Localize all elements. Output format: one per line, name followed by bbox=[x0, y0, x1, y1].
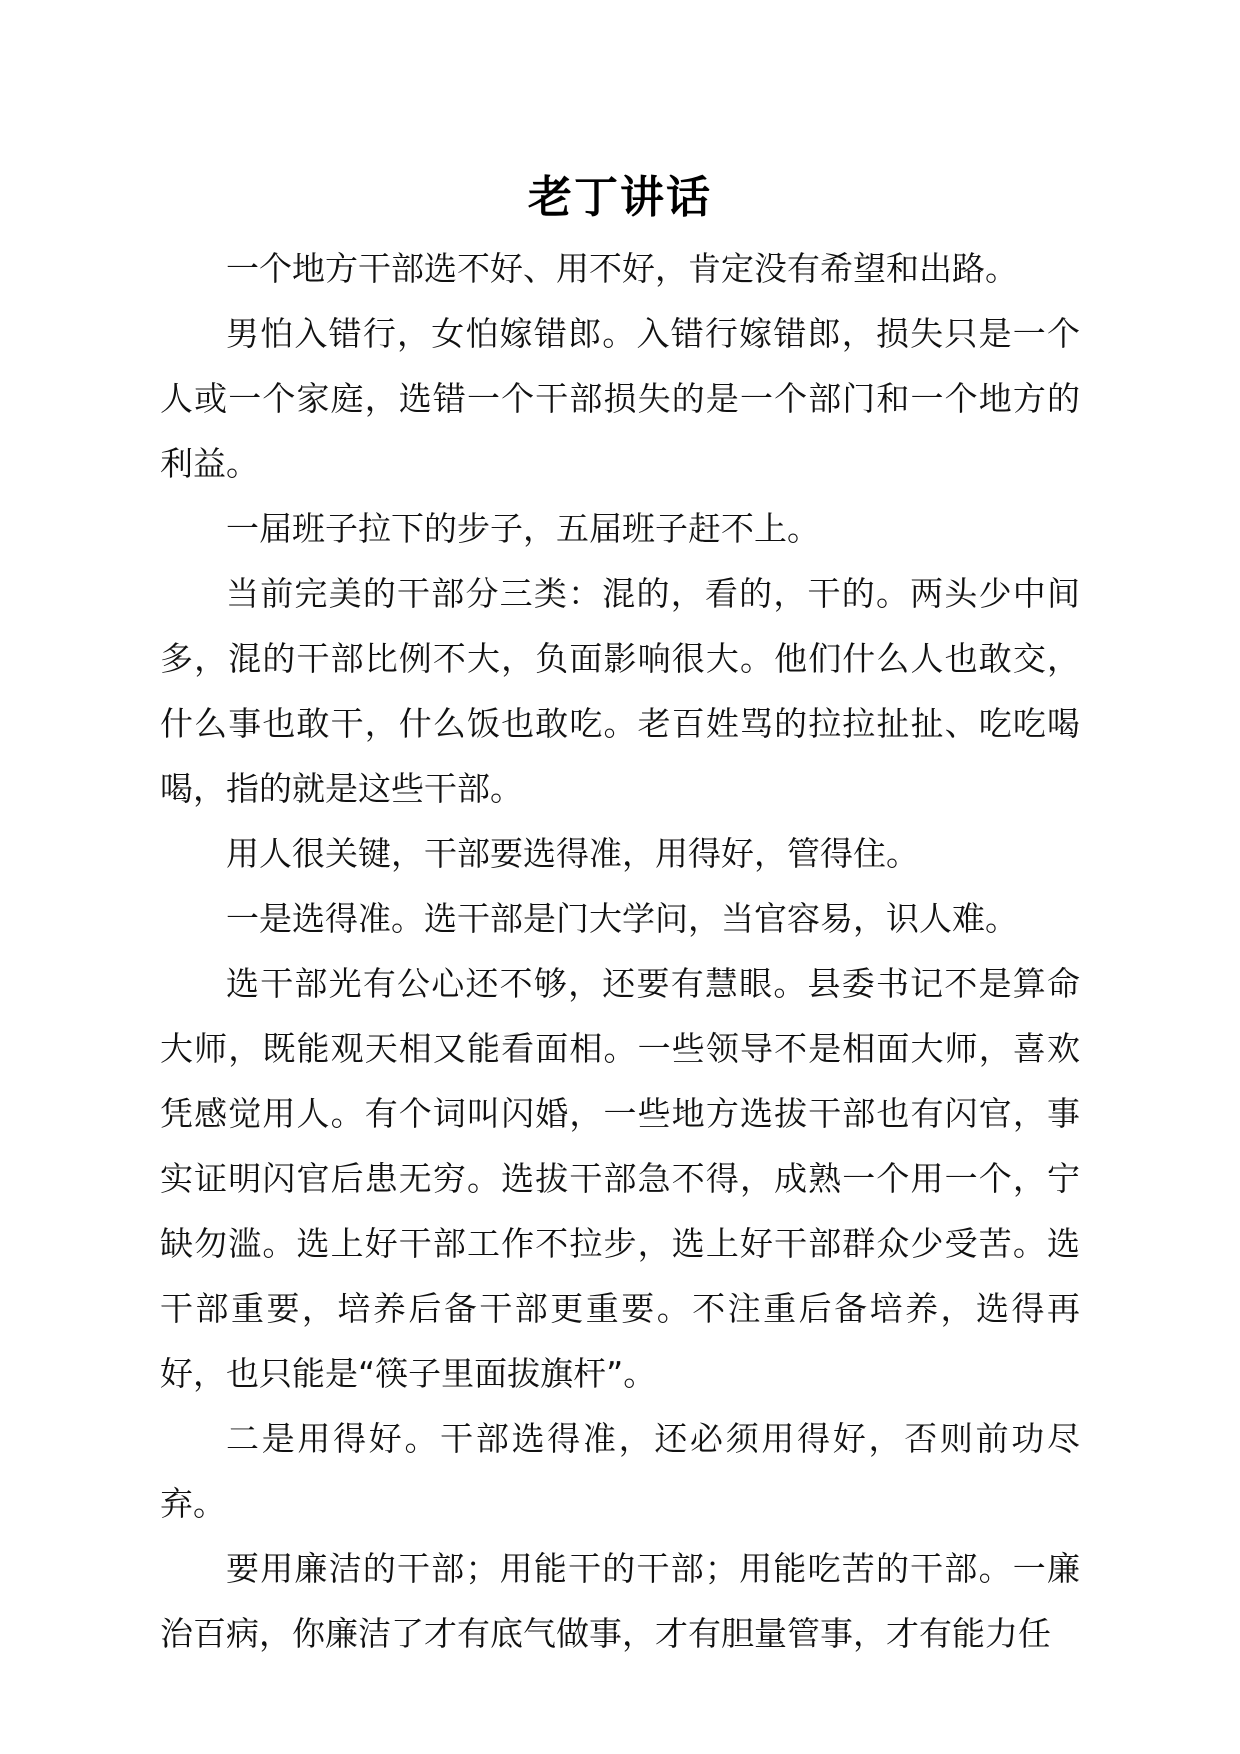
paragraph: 当前完美的干部分三类：混的，看的，干的。两头少中间多，混的干部比例不大，负面影响很大。他们什么人也敢交，什么事也敢干，什么饭也敢吃。老百姓骂的拉拉扯扯、吃吃喝喝，指的就是这些干部。 bbox=[160, 574, 1080, 808]
document-body bbox=[160, 236, 1080, 1666]
paragraph: 选干部光有公心还不够，还要有慧眼。县委书记不是算命大师，既能观天相又能看面相。一些领导不是相面大师，喜欢凭感觉用人。有个词叫闪婚，一些地方选拔干部也有闪官，事实证明闪官后患无穷。选拔干部急不得，成熟一个用一个，宁缺勿滥。选上好干部工作不拉步，选上好干部群众少受苦。选干部重要，培养后备干部更重要。不注重后备培养，选得再好，也只能是“筷子里面拔旗杆”。 bbox=[160, 964, 1080, 1393]
paragraph: 二是用得好。干部选得准，还必须用得好，否则前功尽弃。 bbox=[160, 1419, 1080, 1523]
document-title: 老丁讲话 bbox=[528, 172, 712, 223]
paragraph: 男怕入错行，女怕嫁错郎。入错行嫁错郎，损失只是一个人或一个家庭，选错一个干部损失的是一个部门和一个地方的利益。 bbox=[160, 314, 1080, 483]
paragraph: 一是选得准。选干部是门大学问，当官容易，识人难。 bbox=[226, 899, 1018, 938]
paragraph: 一届班子拉下的步子，五届班子赶不上。 bbox=[226, 509, 820, 548]
paragraph: 一个地方干部选不好、用不好，肯定没有希望和出路。 bbox=[226, 249, 1018, 288]
paragraph: 要用廉洁的干部；用能干的干部；用能吃苦的干部。一廉治百病，你廉洁了才有底气做事，才有胆量管事，才有能力任 bbox=[160, 1549, 1080, 1653]
paragraph: 用人很关键，干部要选得准，用得好，管得住。 bbox=[226, 834, 919, 873]
